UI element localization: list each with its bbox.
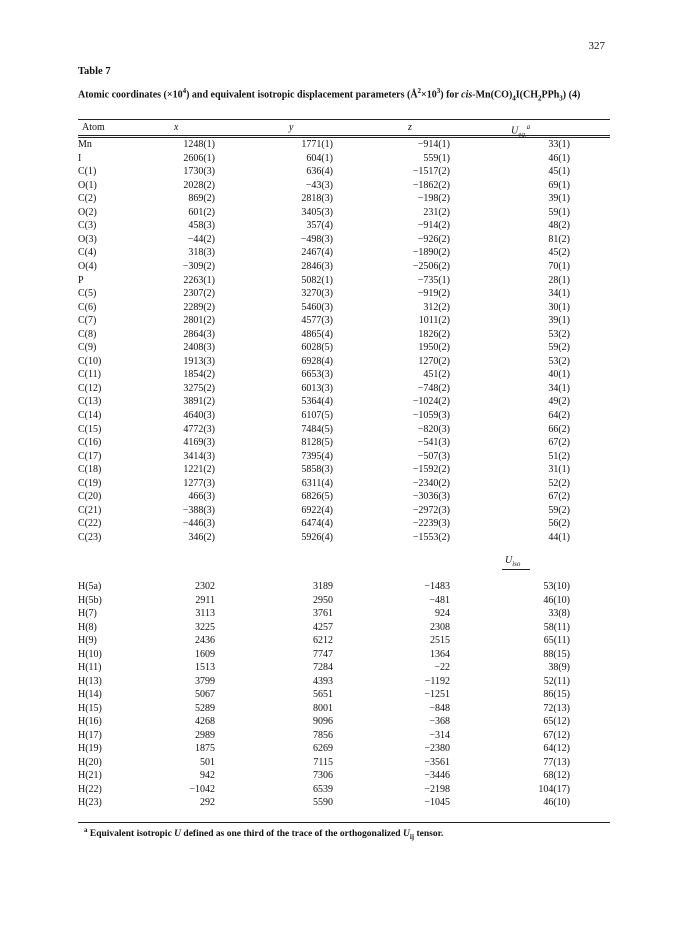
atom-cell: C(17) [78,450,102,462]
x-cell: 2801(2) [183,315,215,327]
x-cell: 2307(2) [183,288,215,300]
z-cell: −1890(2) [412,247,450,259]
y-cell: 604(1) [306,152,333,164]
x-cell: 2302 [195,581,215,592]
table-row [78,314,610,328]
atom-cell: C(7) [78,315,97,327]
z-cell: 1011(2) [418,315,450,327]
table-row [78,192,610,206]
x-cell: 2989 [195,729,215,741]
atom-cell: I [78,152,82,164]
u-cell: 68(12) [543,770,570,781]
u-cell: 65(12) [543,716,570,727]
table-row [78,729,610,743]
page-number: 327 [588,40,605,52]
table-row [78,648,610,662]
table-row [78,490,610,504]
atom-cell: C(2) [78,193,97,205]
x-cell: 458(3) [188,220,215,232]
z-cell: 1950(2) [418,342,450,354]
atom-cell: H(11) [78,662,102,673]
u-cell: 39(1) [548,193,570,205]
y-cell: 6922(4) [301,504,333,516]
x-cell: 292 [200,797,215,808]
u-cell: 64(2) [548,410,570,421]
atom-cell: C(3) [78,220,97,232]
y-cell: 5082(1) [301,274,333,286]
x-cell: 2436 [195,635,215,646]
y-cell: 5858(3) [301,464,333,476]
x-cell: 346(2) [188,531,215,543]
x-cell: 5289 [195,702,215,714]
u-cell: 52(11) [543,675,570,687]
u-cell: 59(2) [548,504,570,516]
y-cell: 6826(5) [301,491,333,503]
y-cell: 8001 [313,702,333,714]
u-cell: 56(2) [548,518,570,530]
y-cell: 7856 [313,729,333,741]
u-cell: 58(11) [543,621,570,633]
x-cell: −446(3) [182,518,215,530]
z-cell: −914(1) [417,139,450,150]
x-cell: 1609 [195,648,215,660]
y-cell: 6107(5) [301,410,333,421]
z-cell: −1059(3) [412,410,450,421]
x-cell: −44(2) [187,233,215,245]
u-cell: 88(15) [543,648,570,660]
x-cell: 3799 [195,675,215,687]
table-row [78,594,610,608]
atom-cell: H(5a) [78,581,102,592]
z-cell: 312(2) [423,301,450,313]
table-caption: Atomic coordinates $(\times 10^4)$ and equivalent isotropic displacement parameters $(Å^2\times 10^3)$ for cis-$Mn(CO)_4I(CH_2PPh_3)$ (4) [78,87,581,103]
y-cell: 4865(4) [301,328,333,340]
x-cell: 2028(2) [183,179,215,191]
y-cell: 6474(4) [301,518,333,530]
table-row [78,301,610,315]
table-row [78,621,610,635]
y-cell: 7747 [313,648,333,660]
y-cell: 5651 [313,689,333,700]
z-cell: −1517(2) [412,166,450,178]
atom-cell: H(19) [78,743,102,754]
z-cell: −2239(3) [412,518,450,530]
y-cell: 6028(5) [301,342,333,354]
table-row [78,368,610,382]
y-cell: 4577(3) [301,315,333,327]
z-cell: −1553(2) [412,531,450,543]
y-cell: 5460(3) [301,301,333,313]
u-cell: 104(17) [538,783,570,795]
x-cell: 2289(2) [183,301,215,313]
atom-cell: C(9) [78,342,97,354]
x-cell: 1913(3) [183,355,215,367]
x-cell: 601(2) [188,206,215,218]
table-row [78,504,610,518]
z-cell: 559(1) [423,152,450,164]
u-cell: 48(2) [548,220,570,232]
y-cell: 4393 [313,675,333,687]
z-cell: −507(3) [417,450,450,462]
atom-cell: H(23) [78,797,102,808]
u-cell: 72(13) [543,702,570,714]
x-cell: 3275(2) [183,382,215,394]
table-row [78,517,610,531]
z-cell: −1592(2) [412,464,450,476]
table-row [78,246,610,260]
y-cell: 6928(4) [301,355,333,367]
y-cell: 3405(3) [301,206,333,218]
u-cell: 69(1) [548,179,570,191]
atom-cell: C(19) [78,477,102,489]
y-cell: 3189 [313,581,333,592]
atom-cell: C(5) [78,288,97,300]
z-cell: 1270(2) [418,355,450,367]
x-cell: 466(3) [188,491,215,503]
u-cell: 45(1) [548,166,570,178]
z-cell: −1192 [424,675,450,687]
z-cell: −735(1) [417,274,450,286]
x-cell: 2911 [195,594,215,606]
atom-cell: C(11) [78,369,101,381]
table-row [78,165,610,179]
x-cell: 4268 [195,716,215,727]
y-cell: 6311(4) [301,477,333,489]
u-cell: 67(12) [543,729,570,741]
y-cell: 3761 [313,608,333,619]
table-row [78,580,610,594]
table-row [78,152,610,166]
atom-cell: Mn [78,139,92,150]
y-cell: 8128(5) [301,437,333,449]
atom-cell: C(13) [78,396,102,408]
table-row [78,796,610,810]
atom-cell: H(10) [78,648,102,660]
z-cell: −3561 [424,756,450,768]
atom-cell: C(1) [78,166,97,178]
x-cell: −309(2) [182,260,215,272]
atom-cell: O(2) [78,206,97,218]
y-cell: 7306 [313,770,333,781]
table-row [78,675,610,689]
u-cell: 28(1) [548,274,570,286]
x-cell: −388(3) [182,504,215,516]
x-cell: 869(2) [188,193,215,205]
x-cell: 2864(3) [183,328,215,340]
u-cell: 53(2) [548,355,570,367]
z-cell: −914(2) [417,220,450,232]
y-cell: 6269 [313,743,333,754]
table-row [78,382,610,396]
table-row [78,138,610,152]
x-cell: 3113 [195,608,215,619]
table-row [78,233,610,247]
z-cell: −314 [429,729,450,741]
table-top-rule [78,119,610,120]
x-cell: 3414(3) [183,450,215,462]
x-cell: 1513 [195,662,215,673]
table-row [78,477,610,491]
table-row [78,661,610,675]
table-row [78,436,610,450]
u-cell: 77(13) [543,756,570,768]
x-cell: 4169(3) [183,437,215,449]
x-cell: 1854(2) [183,369,215,381]
y-cell: 6539 [313,783,333,795]
z-cell: −22 [434,662,450,673]
u-cell: 64(12) [543,743,570,754]
u-cell: 49(2) [548,396,570,408]
u-cell: 53(2) [548,328,570,340]
y-cell: 2818(3) [301,193,333,205]
table-row [78,395,610,409]
u-cell: 67(2) [548,437,570,449]
y-cell: 9096 [313,716,333,727]
z-cell: −1024(2) [412,396,450,408]
atom-cell: H(16) [78,716,102,727]
u-cell: 59(2) [548,342,570,354]
y-cell: 2846(3) [301,260,333,272]
atom-cell: C(6) [78,301,97,313]
table-row [78,688,610,702]
table-row [78,715,610,729]
u-cell: 31(1) [548,464,570,476]
y-cell: 6013(3) [301,382,333,394]
atom-cell: O(3) [78,233,97,245]
u-cell: 44(1) [548,531,570,543]
atom-cell: H(9) [78,635,97,646]
atom-cell: C(12) [78,382,102,394]
u-cell: 45(2) [548,247,570,259]
table-row [78,450,610,464]
z-cell: −198(2) [417,193,450,205]
uiso-rule [502,569,530,570]
z-cell: −919(2) [417,288,450,300]
y-cell: 5364(4) [301,396,333,408]
u-cell: 30(1) [548,301,570,313]
x-cell: 3225 [195,621,215,633]
table-row [78,463,610,477]
x-cell: 942 [200,770,215,781]
z-cell: −748(2) [417,382,450,394]
table-row [78,783,610,797]
atom-cell: H(7) [78,608,97,619]
atom-cell: C(8) [78,328,97,340]
atom-cell: C(4) [78,247,97,259]
x-cell: 1875 [195,743,215,754]
table-row [78,328,610,342]
z-cell: −1483 [424,581,450,592]
y-cell: 6212 [313,635,333,646]
x-cell: −1042 [189,783,215,795]
table-header [78,121,610,139]
y-cell: −498(3) [300,233,333,245]
z-cell: 924 [435,608,450,619]
table-row [78,423,610,437]
y-cell: 7395(4) [301,450,333,462]
table-row [78,531,610,545]
table-row [78,179,610,193]
table-row [78,219,610,233]
atom-cell: C(22) [78,518,102,530]
y-cell: 2467(4) [301,247,333,259]
atom-cell: H(8) [78,621,97,633]
u-cell: 66(2) [548,423,570,435]
table-row [78,355,610,369]
atom-cell: H(22) [78,783,102,795]
z-cell: −820(3) [417,423,450,435]
x-cell: 2408(3) [183,342,215,354]
u-cell: 86(15) [543,689,570,700]
u-cell: 70(1) [548,260,570,272]
atom-cell: H(15) [78,702,102,714]
z-cell: 2308 [430,621,450,633]
u-cell: 51(2) [548,450,570,462]
atom-cell: C(10) [78,355,102,367]
atom-cell: C(15) [78,423,102,435]
u-cell: 46(10) [543,797,570,808]
atom-cell: C(21) [78,504,102,516]
z-cell: 451(2) [423,369,450,381]
atom-cell: H(17) [78,729,102,741]
table-label: Table 7 [78,66,111,77]
u-cell: 33(8) [548,608,570,619]
z-cell: −1045 [424,797,450,808]
table-row [78,756,610,770]
y-cell: 357(4) [306,220,333,232]
z-cell: −1862(2) [412,179,450,191]
atom-cell: P [78,274,84,286]
x-cell: 1248(1) [183,139,215,150]
table-row [78,206,610,220]
z-cell: −481 [429,594,450,606]
z-cell: 1364 [430,648,450,660]
x-cell: 4772(3) [183,423,215,435]
y-cell: 2950 [313,594,333,606]
z-cell: −3036(3) [412,491,450,503]
y-cell: 4257 [313,621,333,633]
y-cell: −43(3) [305,179,333,191]
u-cell: 39(1) [548,315,570,327]
z-cell: −2198 [424,783,450,795]
atom-cell: C(20) [78,491,102,503]
uiso-header: $U_{iso}$ [505,555,521,568]
u-cell: 53(10) [543,581,570,592]
y-cell: 7115 [313,756,333,768]
u-cell: 46(10) [543,594,570,606]
x-cell: 318(3) [188,247,215,259]
u-cell: 65(11) [543,635,570,646]
y-cell: 5926(4) [301,531,333,543]
u-cell: 52(2) [548,477,570,489]
y-cell: 1771(1) [301,139,333,150]
x-cell: 501 [200,756,215,768]
table-row [78,287,610,301]
atom-cell: C(16) [78,437,102,449]
u-cell: 81(2) [548,233,570,245]
z-cell: −2340(2) [412,477,450,489]
table-row [78,341,610,355]
atom-cell: O(1) [78,179,97,191]
z-cell: −2972(3) [412,504,450,516]
header-x: x [174,122,179,133]
z-cell: 2515 [430,635,450,646]
y-cell: 6653(3) [301,369,333,381]
y-cell: 5590 [313,797,333,808]
z-cell: −1251 [424,689,450,700]
z-cell: −2380 [424,743,450,754]
table-row [78,769,610,783]
x-cell: 2263(1) [183,274,215,286]
z-cell: −541(3) [417,437,450,449]
table-footnote: $^a$ Equivalent isotropic U defined as one third of the trace of the orthogonalized $U_{ij}$ tensor. [84,826,444,842]
header-rule [78,135,610,136]
table-row [78,634,610,648]
table-row [78,702,610,716]
z-cell: −3446 [424,770,450,781]
z-cell: −926(2) [417,233,450,245]
atom-cell: O(4) [78,260,97,272]
y-cell: 7484(5) [301,423,333,435]
u-cell: 67(2) [548,491,570,503]
z-cell: −848 [429,702,450,714]
header-z: z [408,122,412,133]
atom-cell: H(5b) [78,594,102,606]
x-cell: 3891(2) [183,396,215,408]
u-cell: 38(9) [548,662,570,673]
x-cell: 2606(1) [183,152,215,164]
y-cell: 3270(3) [301,288,333,300]
atom-cell: H(21) [78,770,102,781]
atom-cell: C(14) [78,410,102,421]
u-cell: 59(1) [548,206,570,218]
table-row [78,409,610,423]
z-cell: −2506(2) [412,260,450,272]
x-cell: 5067 [195,689,215,700]
z-cell: −368 [429,716,450,727]
header-y: y [289,122,294,133]
header-atom: Atom [82,122,105,133]
atom-cell: H(14) [78,689,102,700]
atom-cell: C(23) [78,531,102,543]
z-cell: 231(2) [423,206,450,218]
atom-cell: H(20) [78,756,102,768]
table-row [78,274,610,288]
table-row [78,742,610,756]
u-cell: 34(1) [548,382,570,394]
x-cell: 1221(2) [183,464,215,476]
atom-cell: H(13) [78,675,102,687]
x-cell: 4640(3) [183,410,215,421]
u-cell: 33(1) [548,139,570,150]
u-cell: 46(1) [548,152,570,164]
u-cell: 40(1) [548,369,570,381]
z-cell: 1826(2) [418,328,450,340]
table-row [78,260,610,274]
y-cell: 636(4) [306,166,333,178]
table-row [78,607,610,621]
y-cell: 7284 [313,662,333,673]
u-cell: 34(1) [548,288,570,300]
atom-cell: C(18) [78,464,102,476]
header-ueq: $U_{eq.}^a$ [511,123,531,139]
x-cell: 1277(3) [183,477,215,489]
x-cell: 1730(3) [183,166,215,178]
table-bottom-rule [78,822,610,823]
